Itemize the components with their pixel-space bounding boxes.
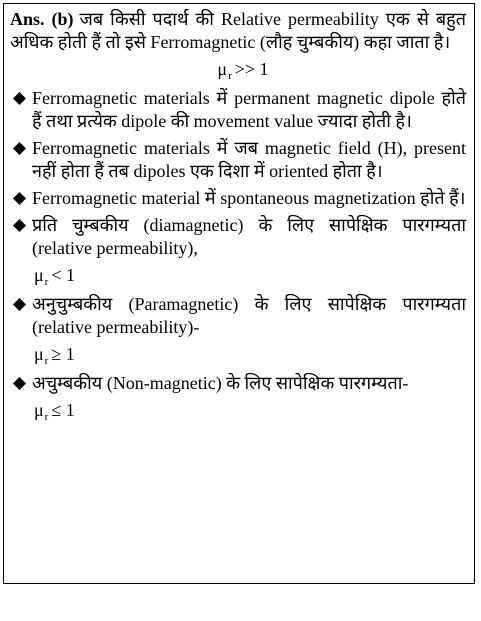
formula-subscript: r [44, 355, 49, 367]
diamond-bullet-icon [13, 377, 26, 390]
answer-intro-text: जब किसी पदार्थ की Relative permeability एक से बहुत अधिक होती हैं तो इसे Ferromagnetic (लौह चुम्बकीय) कहा जाता है। [10, 9, 466, 52]
formula-symbol: μ [217, 59, 228, 79]
bullet-text: Ferromagnetic materials में जब magnetic field (H), present नहीं होता हैं तब dipoles एक दिशा में oriented होता है। [32, 138, 466, 181]
diamond-bullet-icon [13, 142, 26, 155]
formula-subscript: r [228, 70, 232, 82]
bullet-item [10, 372, 466, 395]
bullet-text: Ferromagnetic material में spontaneous magnetization होते हैं। [32, 188, 466, 208]
answer-intro [10, 8, 466, 54]
bullet-text: Ferromagnetic materials में permanent magnetic dipole होते हैं तथा प्रत्येक dipole की movement value ज्यादा होती है। [32, 88, 466, 131]
formula-symbol: μ [34, 400, 44, 420]
formula-subscript: r [44, 411, 49, 423]
bullet-item [10, 87, 466, 133]
bullet-item [10, 137, 466, 183]
bullet-text: अनुचुम्बकीय (Paramagnetic) के लिए सापेक्षिक पारगम्यता (relative permeability)- [32, 294, 466, 337]
formula-relation: < 1 [51, 265, 75, 285]
formula-subscript: r [44, 276, 49, 288]
bullet-item [10, 187, 466, 210]
diamond-bullet-icon [13, 192, 26, 205]
formula-relation: >> 1 [234, 59, 269, 79]
answer-box [3, 3, 475, 584]
formula-symbol: μ [34, 265, 44, 285]
formula-relation: ≥ 1 [51, 344, 75, 364]
diamagnetic-formula [34, 264, 466, 289]
nonmagnetic-formula [34, 399, 466, 424]
bullet-item [10, 293, 466, 339]
bullet-text: अचुम्बकीय (Non-magnetic) के लिए सापेक्षिक पारगम्यता- [32, 373, 409, 393]
paramagnetic-formula [34, 343, 466, 368]
main-formula [10, 58, 466, 83]
answer-label: Ans. (b) [10, 9, 74, 29]
formula-relation: ≤ 1 [51, 400, 75, 420]
diamond-bullet-icon [13, 92, 26, 105]
bullet-item [10, 214, 466, 260]
formula-symbol: μ [34, 344, 44, 364]
bullet-text: प्रति चुम्बकीय (diamagnetic) के लिए सापेक्षिक पारगम्यता (relative permeability), [32, 215, 466, 258]
diamond-bullet-icon [13, 298, 26, 311]
diamond-bullet-icon [13, 219, 26, 232]
